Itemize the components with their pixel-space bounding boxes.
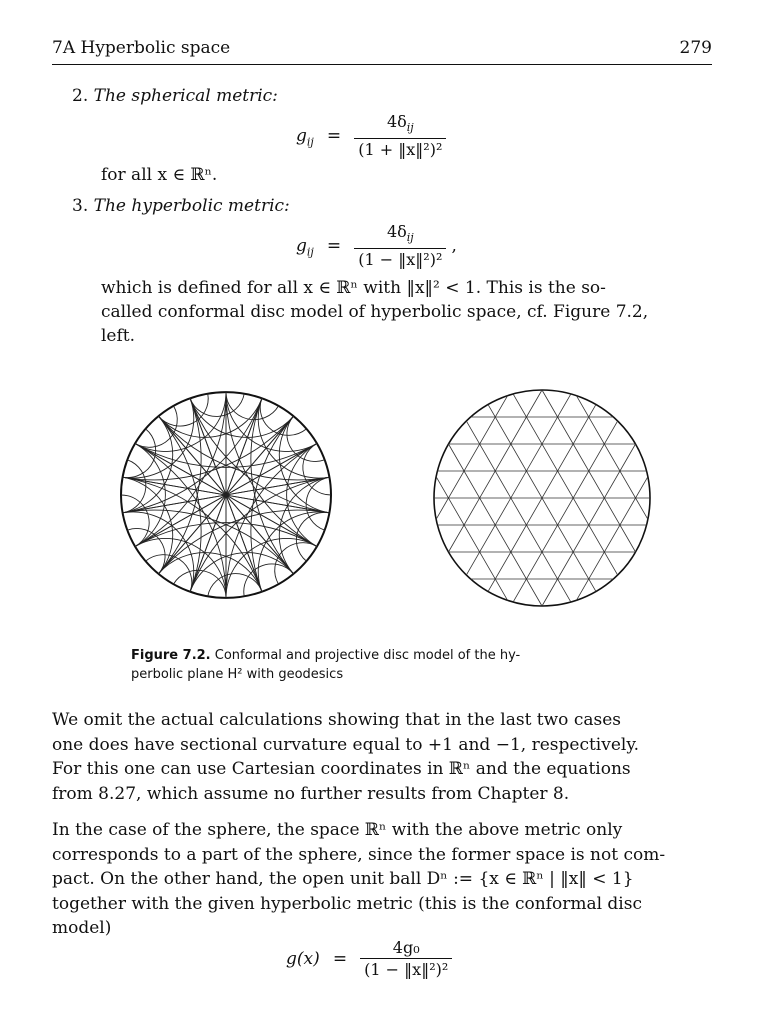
paragraph-1: [52, 708, 714, 806]
eq-comma: ,: [451, 236, 457, 257]
item-3-text-line: called conformal disc model of hyperbolic space, cf. Figure 7.2,: [101, 302, 649, 322]
paragraph-line: For this one can use Cartesian coordinates in ℝⁿ and the equations: [52, 759, 631, 779]
eq-lhs: $g_{ij}$: [296, 126, 314, 149]
page-number: 279: [679, 38, 712, 58]
page-header: [52, 34, 712, 65]
caption-line: perbolic plane H² with geodesics: [131, 667, 344, 682]
conformal-geodesics: [121, 392, 331, 598]
paragraph-line: model): [52, 918, 112, 938]
geodesic: [576, 477, 647, 601]
eq-lhs: g(x): [286, 949, 320, 969]
running-head: 7A Hyperbolic space: [52, 38, 231, 58]
paragraph-line: We omit the actual calculations showing that in the last two cases: [52, 710, 621, 730]
item-3-text-line: left.: [101, 326, 136, 346]
item-3-title: The hyperbolic metric:: [93, 196, 290, 216]
figure-label: Figure 7.2.: [131, 648, 211, 663]
eq-fraction: [354, 112, 446, 161]
eq-sign: =: [332, 949, 348, 969]
item-3-text-line: which is defined for all x ∈ ℝⁿ with ‖x‖² < 1. This is the so-: [101, 278, 606, 298]
item-2-after: for all x ∈ ℝⁿ.: [101, 165, 218, 185]
eq-fraction: [360, 938, 452, 981]
eq-lhs: $g_{ij}$: [296, 236, 314, 259]
geodesic: [287, 444, 317, 547]
geodesic: [135, 392, 226, 451]
item-3-heading: [72, 194, 290, 218]
geodesic: [226, 538, 317, 597]
geodesic: [576, 396, 647, 520]
caption-line: Conformal and projective disc model of the hy-: [214, 648, 521, 663]
paragraph-line: together with the given hyperbolic metric (this is the conformal disc: [52, 893, 642, 914]
projective-disc-figure: [422, 380, 662, 620]
paragraph-2: [52, 818, 714, 941]
item-2-title: The spherical metric:: [93, 86, 278, 106]
paragraph-line: pact. On the other hand, the open unit ball Dⁿ := {x ∈ ℝⁿ | ‖x‖ < 1}: [52, 869, 634, 889]
hyperbolic-metric-equation: [296, 222, 457, 271]
item-2-number: 2.: [72, 86, 89, 106]
item-2-heading: [72, 84, 278, 108]
eq-denominator: (1 + ‖x‖²)²: [354, 138, 446, 161]
conformal-disc-figure: [106, 380, 346, 620]
eq-fraction: [354, 222, 446, 271]
paragraph-line: corresponds to a part of the sphere, since the former space is not com-: [52, 844, 666, 865]
eq-numerator: $4\delta_{ij}$: [386, 222, 414, 245]
eq-denominator: (1 − ‖x‖²)²: [354, 248, 446, 271]
spherical-metric-equation: [296, 112, 446, 161]
eq-denominator: (1 − ‖x‖²)²: [360, 958, 452, 981]
projective-geodesics: [434, 390, 650, 606]
paragraph-line: In the case of the sphere, the space ℝⁿ with the above metric only: [52, 820, 623, 840]
geodesic: [466, 394, 571, 575]
item-3-number: 3.: [72, 196, 89, 216]
geodesic: [226, 392, 317, 451]
geodesic: [436, 477, 507, 601]
geodesic: [135, 444, 165, 547]
eq-numerator: 4g₀: [392, 938, 420, 957]
eq-sign: =: [326, 236, 342, 257]
conformal-metric-equation: [286, 938, 452, 981]
geodesic: [135, 538, 226, 597]
geodesic: [513, 394, 618, 575]
paragraph-line: from 8.27, which assume no further results from Chapter 8.: [52, 783, 570, 804]
paragraph-line: one does have sectional curvature equal to +1 and −1, respectively.: [52, 734, 640, 755]
geodesic: [466, 421, 571, 602]
eq-sign: =: [326, 126, 342, 147]
figure-caption: [131, 646, 651, 684]
geodesic: [513, 421, 618, 602]
eq-numerator: $4\delta_{ij}$: [386, 112, 414, 135]
geodesic: [436, 396, 507, 520]
